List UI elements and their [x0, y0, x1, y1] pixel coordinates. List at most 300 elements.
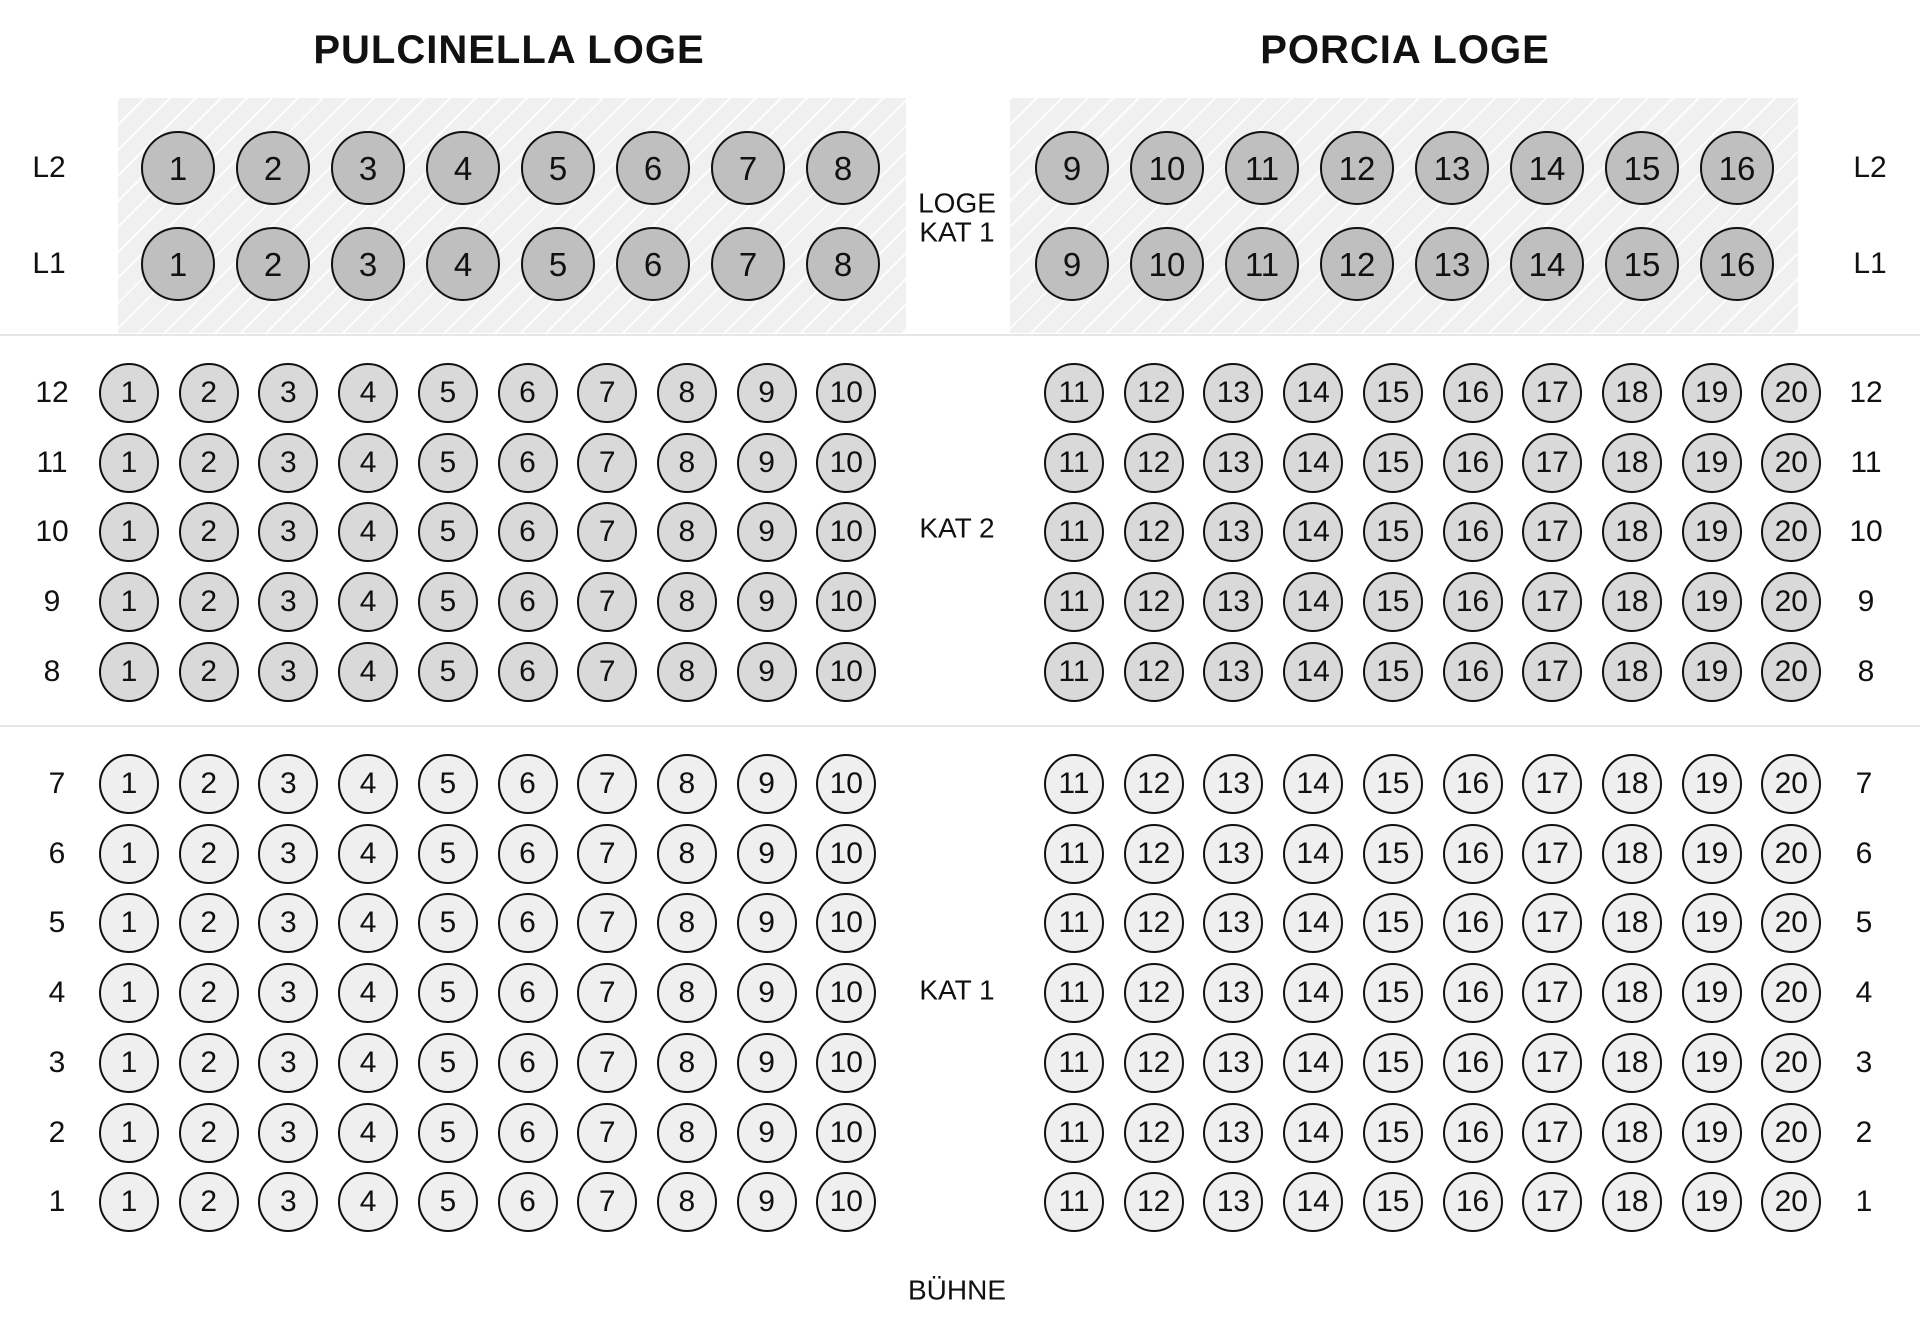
seat[interactable]: 3: [258, 363, 318, 423]
seat[interactable]: 14: [1283, 754, 1343, 814]
seat[interactable]: 9: [1035, 131, 1109, 205]
seat[interactable]: 1: [99, 1033, 159, 1093]
seat[interactable]: 10: [816, 572, 876, 632]
row-label-right: 2: [1855, 1115, 1873, 1149]
seat[interactable]: 2: [179, 754, 239, 814]
seat[interactable]: 16: [1700, 131, 1774, 205]
seat[interactable]: 12: [1320, 227, 1394, 301]
seat[interactable]: 14: [1283, 502, 1343, 562]
kat2-label: KAT 2: [919, 512, 995, 544]
seat[interactable]: 8: [657, 1172, 717, 1232]
seat[interactable]: 10: [816, 363, 876, 423]
seat[interactable]: 19: [1682, 1033, 1742, 1093]
row-label-right: 1: [1855, 1185, 1873, 1219]
seat[interactable]: 17: [1522, 433, 1582, 493]
row-label-left: 7: [48, 767, 66, 800]
seat[interactable]: 14: [1283, 1103, 1343, 1163]
seat[interactable]: 15: [1605, 131, 1679, 205]
row-label-right: 8: [1857, 654, 1875, 688]
row-label-left: 6: [48, 836, 66, 870]
seat[interactable]: 11: [1044, 572, 1104, 632]
seat[interactable]: 2: [236, 227, 310, 301]
seat[interactable]: 20: [1761, 572, 1821, 632]
seat[interactable]: 8: [657, 963, 717, 1023]
seat[interactable]: 3: [258, 433, 318, 493]
seat[interactable]: 13: [1203, 893, 1263, 953]
seat[interactable]: 5: [418, 502, 478, 562]
seat[interactable]: 11: [1044, 1172, 1104, 1232]
seat[interactable]: 10: [816, 824, 876, 884]
seat[interactable]: 10: [1130, 131, 1204, 205]
seat[interactable]: 20: [1761, 1172, 1821, 1232]
seat[interactable]: 2: [179, 363, 239, 423]
seat[interactable]: 4: [338, 433, 398, 493]
seat[interactable]: 3: [258, 1172, 318, 1232]
seat[interactable]: 7: [577, 1172, 637, 1232]
seat[interactable]: 4: [426, 131, 500, 205]
row-label-right: 12: [1849, 376, 1883, 409]
seat[interactable]: 2: [179, 572, 239, 632]
seat[interactable]: 5: [521, 227, 595, 301]
seat[interactable]: 16: [1443, 963, 1503, 1023]
seat[interactable]: 20: [1761, 433, 1821, 493]
seat[interactable]: 10: [816, 642, 876, 702]
seat[interactable]: 4: [338, 1103, 398, 1163]
seat[interactable]: 1: [99, 1172, 159, 1232]
seat[interactable]: 5: [418, 824, 478, 884]
seat[interactable]: 16: [1443, 433, 1503, 493]
seat[interactable]: 16: [1443, 824, 1503, 884]
seat[interactable]: 9: [737, 1103, 797, 1163]
seat[interactable]: 12: [1124, 433, 1184, 493]
seat[interactable]: 13: [1203, 754, 1263, 814]
seat[interactable]: 9: [737, 363, 797, 423]
seat[interactable]: 2: [179, 893, 239, 953]
seat[interactable]: 17: [1522, 963, 1582, 1023]
seat[interactable]: 9: [737, 502, 797, 562]
seat[interactable]: 11: [1044, 754, 1104, 814]
seat[interactable]: 18: [1602, 433, 1662, 493]
seat[interactable]: 7: [711, 227, 785, 301]
seat[interactable]: 14: [1510, 131, 1584, 205]
row-label-left: 8: [43, 654, 61, 688]
seat[interactable]: 6: [498, 893, 558, 953]
seat[interactable]: 1: [99, 363, 159, 423]
seat[interactable]: 5: [418, 433, 478, 493]
seat[interactable]: 3: [331, 227, 405, 301]
seat[interactable]: 6: [498, 1103, 558, 1163]
seat[interactable]: 3: [258, 893, 318, 953]
seat[interactable]: 1: [99, 754, 159, 814]
seat[interactable]: 13: [1203, 433, 1263, 493]
seat[interactable]: 19: [1682, 893, 1742, 953]
seat[interactable]: 17: [1522, 363, 1582, 423]
seat[interactable]: 7: [577, 963, 637, 1023]
seat[interactable]: 1: [141, 227, 215, 301]
seat[interactable]: 18: [1602, 963, 1662, 1023]
seat[interactable]: 5: [418, 963, 478, 1023]
seat[interactable]: 8: [657, 824, 717, 884]
seat[interactable]: 10: [816, 963, 876, 1023]
seat[interactable]: 8: [806, 227, 880, 301]
seat[interactable]: 13: [1203, 963, 1263, 1023]
seat[interactable]: 15: [1363, 502, 1423, 562]
seat[interactable]: 6: [498, 824, 558, 884]
seat[interactable]: 10: [816, 754, 876, 814]
seat[interactable]: 19: [1682, 754, 1742, 814]
seat[interactable]: 9: [737, 642, 797, 702]
seat[interactable]: 5: [418, 572, 478, 632]
seat[interactable]: 1: [99, 572, 159, 632]
seat[interactable]: 14: [1510, 227, 1584, 301]
seat[interactable]: 13: [1203, 572, 1263, 632]
row-label-left: L2: [32, 151, 66, 184]
seat[interactable]: 15: [1363, 893, 1423, 953]
seat[interactable]: 12: [1124, 572, 1184, 632]
seat[interactable]: 8: [657, 363, 717, 423]
seat[interactable]: 2: [236, 131, 310, 205]
seat[interactable]: 16: [1443, 1172, 1503, 1232]
seat[interactable]: 6: [498, 642, 558, 702]
row-label-right: 11: [1850, 445, 1882, 479]
seat[interactable]: 13: [1203, 363, 1263, 423]
seat[interactable]: 16: [1443, 1033, 1503, 1093]
seat[interactable]: 2: [179, 642, 239, 702]
seat[interactable]: 11: [1044, 824, 1104, 884]
seat[interactable]: 18: [1602, 754, 1662, 814]
seat[interactable]: 4: [338, 824, 398, 884]
seat[interactable]: 6: [498, 433, 558, 493]
seat[interactable]: 18: [1602, 893, 1662, 953]
seat[interactable]: 14: [1283, 1033, 1343, 1093]
seat[interactable]: 17: [1522, 572, 1582, 632]
seat[interactable]: 3: [258, 1103, 318, 1163]
seat[interactable]: 5: [418, 1172, 478, 1232]
seat[interactable]: 13: [1203, 502, 1263, 562]
seat[interactable]: 10: [816, 1103, 876, 1163]
seat[interactable]: 13: [1203, 1033, 1263, 1093]
seat[interactable]: 17: [1522, 824, 1582, 884]
seat[interactable]: 4: [338, 963, 398, 1023]
seat[interactable]: 18: [1602, 1172, 1662, 1232]
seat[interactable]: 20: [1761, 1103, 1821, 1163]
seat[interactable]: 19: [1682, 1103, 1742, 1163]
seat[interactable]: 17: [1522, 1103, 1582, 1163]
seat[interactable]: 6: [498, 1033, 558, 1093]
seat[interactable]: 9: [737, 1033, 797, 1093]
seat[interactable]: 18: [1602, 1103, 1662, 1163]
seat[interactable]: 19: [1682, 572, 1742, 632]
seat[interactable]: 13: [1415, 131, 1489, 205]
seat[interactable]: 16: [1443, 893, 1503, 953]
seat[interactable]: 12: [1124, 824, 1184, 884]
seat[interactable]: 13: [1203, 824, 1263, 884]
seat[interactable]: 3: [258, 572, 318, 632]
seat[interactable]: 18: [1602, 502, 1662, 562]
seat[interactable]: 7: [577, 433, 637, 493]
seat[interactable]: 19: [1682, 433, 1742, 493]
stage-label: BÜHNE: [907, 1274, 1007, 1306]
seat[interactable]: 6: [616, 131, 690, 205]
seat[interactable]: 3: [258, 1033, 318, 1093]
seat[interactable]: 2: [179, 1033, 239, 1093]
seat[interactable]: 17: [1522, 1172, 1582, 1232]
seat[interactable]: 10: [1130, 227, 1204, 301]
seat[interactable]: 12: [1124, 1033, 1184, 1093]
seat[interactable]: 13: [1203, 642, 1263, 702]
seat[interactable]: 7: [577, 502, 637, 562]
seat[interactable]: 2: [179, 433, 239, 493]
seat[interactable]: 16: [1443, 754, 1503, 814]
seat[interactable]: 4: [338, 1172, 398, 1232]
seat[interactable]: 5: [418, 363, 478, 423]
seat[interactable]: 14: [1283, 893, 1343, 953]
seat[interactable]: 8: [657, 642, 717, 702]
seat[interactable]: 11: [1044, 1033, 1104, 1093]
seat[interactable]: 14: [1283, 963, 1343, 1023]
seat[interactable]: 15: [1363, 963, 1423, 1023]
seat[interactable]: 17: [1522, 1033, 1582, 1093]
seat[interactable]: 2: [179, 963, 239, 1023]
row-label-right: 4: [1855, 976, 1873, 1010]
seat[interactable]: 4: [338, 754, 398, 814]
seat[interactable]: 9: [737, 572, 797, 632]
seat[interactable]: 6: [498, 363, 558, 423]
seat[interactable]: 6: [616, 227, 690, 301]
seat[interactable]: 10: [816, 1033, 876, 1093]
seat[interactable]: 18: [1602, 642, 1662, 702]
seat[interactable]: 12: [1124, 1172, 1184, 1232]
row-label-left: 11: [36, 445, 68, 479]
seat[interactable]: 15: [1363, 572, 1423, 632]
seat[interactable]: 20: [1761, 824, 1821, 884]
seat[interactable]: 2: [179, 824, 239, 884]
seat[interactable]: 15: [1363, 754, 1423, 814]
row-label-right: L2: [1853, 151, 1887, 184]
seat[interactable]: 4: [338, 572, 398, 632]
seat[interactable]: 19: [1682, 1172, 1742, 1232]
seat[interactable]: 11: [1044, 963, 1104, 1023]
seat[interactable]: 7: [577, 1033, 637, 1093]
seat[interactable]: 19: [1682, 363, 1742, 423]
seat[interactable]: 8: [657, 754, 717, 814]
seat[interactable]: 19: [1682, 963, 1742, 1023]
seat[interactable]: 1: [141, 131, 215, 205]
seat[interactable]: 20: [1761, 502, 1821, 562]
seat[interactable]: 20: [1761, 754, 1821, 814]
seat[interactable]: 19: [1682, 824, 1742, 884]
seat[interactable]: 15: [1363, 1172, 1423, 1232]
row-label-left: 5: [48, 906, 66, 940]
row-label-left: 4: [48, 976, 66, 1010]
seat[interactable]: 2: [179, 1172, 239, 1232]
seat[interactable]: 7: [577, 572, 637, 632]
seat[interactable]: 10: [816, 893, 876, 953]
seat[interactable]: 15: [1363, 1103, 1423, 1163]
seat[interactable]: 3: [258, 824, 318, 884]
seat[interactable]: 8: [657, 502, 717, 562]
row-label-left: 10: [35, 515, 69, 549]
kat1-label: KAT 1: [919, 974, 995, 1006]
seat[interactable]: 3: [258, 642, 318, 702]
seat[interactable]: 7: [577, 824, 637, 884]
seat[interactable]: 5: [418, 1033, 478, 1093]
seat[interactable]: 17: [1522, 893, 1582, 953]
seat[interactable]: 14: [1283, 433, 1343, 493]
seat[interactable]: 11: [1225, 131, 1299, 205]
seat[interactable]: 15: [1363, 1033, 1423, 1093]
seat[interactable]: 11: [1044, 433, 1104, 493]
seat[interactable]: 11: [1044, 1103, 1104, 1163]
seat[interactable]: 3: [258, 754, 318, 814]
seat[interactable]: 6: [498, 502, 558, 562]
seat[interactable]: 12: [1124, 363, 1184, 423]
seat[interactable]: 17: [1522, 502, 1582, 562]
seat[interactable]: 12: [1124, 642, 1184, 702]
seat[interactable]: 18: [1602, 363, 1662, 423]
seat[interactable]: 11: [1044, 363, 1104, 423]
seat[interactable]: 12: [1124, 754, 1184, 814]
seat[interactable]: 19: [1682, 502, 1742, 562]
seat[interactable]: 4: [338, 363, 398, 423]
seat[interactable]: 5: [418, 893, 478, 953]
seat[interactable]: 17: [1522, 642, 1582, 702]
seat[interactable]: 15: [1605, 227, 1679, 301]
seat[interactable]: 13: [1203, 1172, 1263, 1232]
row-label-left: 2: [48, 1115, 66, 1149]
row-label-left: 3: [48, 1045, 66, 1079]
seat[interactable]: 11: [1225, 227, 1299, 301]
seat[interactable]: 10: [816, 1172, 876, 1232]
seat[interactable]: 4: [338, 1033, 398, 1093]
row-label-right: 9: [1857, 585, 1875, 619]
seat[interactable]: 3: [331, 131, 405, 205]
seat[interactable]: 6: [498, 754, 558, 814]
seat[interactable]: 7: [577, 363, 637, 423]
seat[interactable]: 16: [1443, 572, 1503, 632]
seat[interactable]: 16: [1700, 227, 1774, 301]
seat[interactable]: 3: [258, 502, 318, 562]
seat[interactable]: 15: [1363, 363, 1423, 423]
seat[interactable]: 11: [1044, 502, 1104, 562]
seat[interactable]: 20: [1761, 963, 1821, 1023]
seat[interactable]: 12: [1124, 963, 1184, 1023]
seat[interactable]: 1: [99, 1103, 159, 1163]
seat[interactable]: 20: [1761, 642, 1821, 702]
row-label-right: L1: [1853, 247, 1887, 280]
seat[interactable]: 2: [179, 502, 239, 562]
seat[interactable]: 13: [1203, 1103, 1263, 1163]
seat[interactable]: 4: [338, 642, 398, 702]
seat[interactable]: 5: [418, 1103, 478, 1163]
seat[interactable]: 18: [1602, 572, 1662, 632]
seat[interactable]: 12: [1320, 131, 1394, 205]
seat[interactable]: 4: [338, 893, 398, 953]
seat[interactable]: 8: [657, 1033, 717, 1093]
seat[interactable]: 14: [1283, 572, 1343, 632]
seat[interactable]: 14: [1283, 824, 1343, 884]
seat[interactable]: 7: [577, 1103, 637, 1163]
seat[interactable]: 9: [737, 1172, 797, 1232]
seat[interactable]: 9: [737, 893, 797, 953]
seat[interactable]: 8: [657, 1103, 717, 1163]
seat[interactable]: 9: [737, 433, 797, 493]
seat[interactable]: 6: [498, 1172, 558, 1232]
seat[interactable]: 14: [1283, 1172, 1343, 1232]
seat[interactable]: 16: [1443, 642, 1503, 702]
seat[interactable]: 13: [1415, 227, 1489, 301]
seat[interactable]: 17: [1522, 754, 1582, 814]
seat[interactable]: 12: [1124, 893, 1184, 953]
seat[interactable]: 7: [577, 754, 637, 814]
seat[interactable]: 11: [1044, 642, 1104, 702]
seat[interactable]: 19: [1682, 642, 1742, 702]
seat[interactable]: 6: [498, 572, 558, 632]
seat[interactable]: 16: [1443, 1103, 1503, 1163]
seat[interactable]: 5: [418, 754, 478, 814]
seat[interactable]: 20: [1761, 893, 1821, 953]
row-label-right: 10: [1849, 515, 1883, 549]
seat[interactable]: 9: [1035, 227, 1109, 301]
seat[interactable]: 15: [1363, 433, 1423, 493]
seat[interactable]: 18: [1602, 1033, 1662, 1093]
seat[interactable]: 8: [657, 893, 717, 953]
seat[interactable]: 18: [1602, 824, 1662, 884]
seat[interactable]: 20: [1761, 363, 1821, 423]
seat[interactable]: 1: [99, 642, 159, 702]
row-label-right: 6: [1855, 836, 1873, 870]
seat[interactable]: 16: [1443, 363, 1503, 423]
porcia-loge-title: PORCIA LOGE: [1260, 28, 1550, 72]
seat[interactable]: 16: [1443, 502, 1503, 562]
section-divider-kat2: [0, 725, 1920, 727]
seat[interactable]: 20: [1761, 1033, 1821, 1093]
seat[interactable]: 14: [1283, 363, 1343, 423]
seat[interactable]: 10: [816, 433, 876, 493]
seat[interactable]: 7: [577, 642, 637, 702]
seat[interactable]: 3: [258, 963, 318, 1023]
seat[interactable]: 4: [338, 502, 398, 562]
row-label-left: 9: [43, 585, 61, 619]
seat[interactable]: 10: [816, 502, 876, 562]
seat[interactable]: 15: [1363, 642, 1423, 702]
seat[interactable]: 8: [657, 433, 717, 493]
seat[interactable]: 9: [737, 754, 797, 814]
seat[interactable]: 7: [577, 893, 637, 953]
seat[interactable]: 6: [498, 963, 558, 1023]
seat[interactable]: 14: [1283, 642, 1343, 702]
pulcinella-loge-title: PULCINELLA LOGE: [313, 28, 705, 72]
seat[interactable]: 1: [99, 963, 159, 1023]
seat[interactable]: 4: [426, 227, 500, 301]
seat[interactable]: 1: [99, 502, 159, 562]
seat[interactable]: 8: [657, 572, 717, 632]
seat[interactable]: 12: [1124, 1103, 1184, 1163]
seat[interactable]: 8: [806, 131, 880, 205]
seat[interactable]: 9: [737, 963, 797, 1023]
seat[interactable]: 15: [1363, 824, 1423, 884]
seat[interactable]: 9: [737, 824, 797, 884]
seat[interactable]: 12: [1124, 502, 1184, 562]
seat[interactable]: 1: [99, 893, 159, 953]
seat[interactable]: 2: [179, 1103, 239, 1163]
seat[interactable]: 7: [711, 131, 785, 205]
seat[interactable]: 5: [521, 131, 595, 205]
seat[interactable]: 11: [1044, 893, 1104, 953]
seat[interactable]: 1: [99, 433, 159, 493]
seat[interactable]: 1: [99, 824, 159, 884]
seat[interactable]: 5: [418, 642, 478, 702]
